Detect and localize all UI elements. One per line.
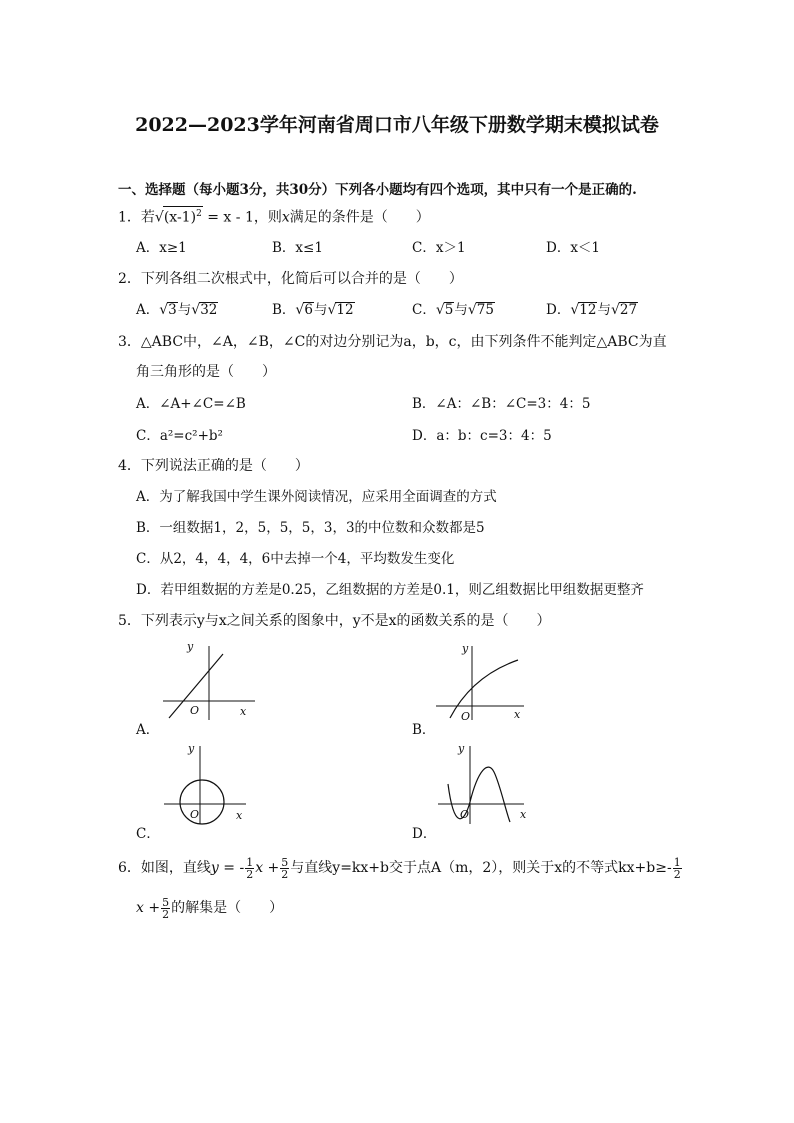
origin-label: O	[460, 808, 470, 821]
fraction	[245, 857, 254, 880]
q1-var: x	[281, 209, 290, 226]
y-axis-label: y	[187, 640, 194, 653]
q4-option-c[interactable]: C．从2，4，4，4，6中去掉一个4，平均数发生变化	[136, 551, 455, 567]
fraction	[280, 857, 289, 880]
q4-option-b[interactable]: B．一组数据1，2，5，5，5，3，3的中位数和众数都是5	[136, 520, 485, 536]
q1-radicand-text: (x-1)	[163, 209, 197, 226]
question-3-stem-line1: 3．△ABC中，∠A，∠B，∠C的对边分别记为a，b，c，由下列条件不能判定△ABC为直	[118, 334, 667, 350]
q2-a-mid: 与	[177, 302, 192, 318]
graph-a	[155, 638, 260, 723]
q2-c-label: C．	[412, 302, 436, 318]
q2-d-label: D．	[546, 302, 571, 318]
q5-option-b[interactable]: B．	[412, 722, 436, 738]
x-axis-label: x	[240, 705, 247, 718]
q4-option-a[interactable]: A．为了解我国中学生课外阅读情况，应采用全面调查的方式	[136, 489, 497, 505]
q1-pre: 若	[140, 209, 155, 226]
q2-d-r2: 27	[619, 302, 638, 318]
q2-option-c[interactable]	[412, 300, 495, 320]
q3-option-b[interactable]: B．∠A：∠B：∠C=3：4：5	[412, 396, 591, 412]
question-4-stem: 4．下列说法正确的是（ ）	[118, 458, 309, 474]
x-axis-label: x	[520, 808, 527, 821]
q2-b-r1: 6	[304, 302, 313, 318]
q2-c-r2: 75	[476, 302, 494, 318]
radical-sign: √	[159, 302, 169, 318]
frac-num: 1	[673, 855, 681, 869]
q1-option-b[interactable]: B．x≤1	[272, 240, 323, 256]
q6-mid: 与直线y=kx+b交于点A（m，2），则关于x的不等式kx+b≥-	[290, 860, 672, 876]
y-axis-label: y	[462, 642, 469, 655]
question-2-stem: 2．下列各组二次根式中，化简后可以合并的是（ ）	[118, 271, 463, 287]
q1-post2: 满足的条件是（ ）	[289, 209, 430, 226]
q2-c-r1: 5	[444, 302, 454, 318]
q3-option-c[interactable]: C．a²=c²+b²	[136, 428, 223, 444]
q5-option-a[interactable]: A．	[136, 722, 160, 738]
y-axis-label: y	[458, 742, 465, 755]
q2-a-r1: 3	[168, 302, 177, 318]
q1-number: 1．	[118, 209, 141, 226]
q2-d-mid: 与	[597, 302, 611, 318]
q6-line2-post: 的解集是（ ）	[171, 900, 284, 916]
q1-option-d[interactable]: D．x＜1	[546, 240, 601, 256]
q2-b-label: B．	[272, 302, 296, 318]
q1-exponent: 2	[196, 209, 202, 219]
frac-num: 5	[281, 855, 289, 869]
origin-label: O	[461, 710, 471, 723]
graph-circle	[180, 780, 224, 824]
q1-radicand	[163, 206, 203, 225]
q6-number: 6．如图，直线	[118, 860, 211, 876]
q2-a-r2: 32	[200, 302, 218, 318]
radical-sign: √	[570, 302, 580, 318]
q2-b-r2: 12	[336, 302, 354, 318]
radical-sign: √	[191, 302, 201, 318]
q3-option-d[interactable]: D．a：b：c=3：4：5	[412, 428, 552, 444]
x-axis-label: x	[514, 708, 521, 721]
frac-den: 2	[246, 867, 254, 881]
page-title: 2022—2023学年河南省周口市八年级下册数学期末模拟试卷	[135, 114, 659, 136]
radical-sign: √	[435, 302, 445, 318]
frac-den: 2	[281, 867, 289, 881]
q1-option-a[interactable]: A．x≥1	[136, 240, 187, 256]
section-heading: 一、选择题（每小题3分，共30分）下列各小题均有四个选项，其中只有一个是正确的.	[118, 182, 637, 198]
graph-d	[434, 742, 534, 827]
question-5-stem: 5．下列表示y与x之间关系的图象中，y不是x的函数关系的是（ ）	[118, 613, 551, 629]
q2-option-b[interactable]	[272, 300, 355, 320]
q6-x-plus: x +	[255, 860, 280, 876]
question-6-stem-line1	[118, 852, 683, 884]
q6-line2-pre: x +	[136, 900, 161, 916]
q2-a-label: A．	[136, 302, 160, 318]
frac-den: 2	[673, 867, 681, 881]
graph-b	[432, 638, 532, 723]
q5-option-c[interactable]: C．	[136, 826, 160, 842]
question-1-stem	[118, 206, 430, 228]
frac-num: 5	[162, 895, 170, 909]
question-6-stem-line2	[136, 892, 283, 924]
radical-sign: √	[295, 302, 305, 318]
q2-option-a[interactable]	[136, 300, 218, 320]
q2-b-mid: 与	[313, 302, 328, 318]
q4-option-d[interactable]: D．若甲组数据的方差是0.25，乙组数据的方差是0.1，则乙组数据比甲组数据更整齐	[136, 582, 644, 598]
origin-label: O	[190, 808, 200, 821]
q6-y-eq: y = -	[210, 860, 245, 876]
origin-label: O	[190, 704, 200, 717]
frac-den: 2	[162, 907, 170, 921]
fraction	[673, 857, 682, 880]
fraction	[161, 897, 170, 920]
q2-c-mid: 与	[454, 302, 468, 318]
radical-sign: √	[467, 302, 477, 318]
frac-num: 1	[246, 855, 254, 869]
radical-sign: √	[327, 302, 337, 318]
q1-post: = x - 1，则	[207, 209, 282, 226]
q1-option-c[interactable]: C．x＞1	[412, 240, 466, 256]
q2-option-d[interactable]	[546, 300, 638, 320]
radical-sign: √	[154, 209, 164, 226]
radical-sign: √	[610, 302, 620, 318]
y-axis-label: y	[188, 742, 195, 755]
q5-option-d[interactable]: D．	[412, 826, 437, 842]
graph-c	[158, 742, 258, 827]
x-axis-label: x	[236, 809, 243, 822]
question-3-stem-line2: 角三角形的是（ ）	[136, 364, 276, 380]
q3-option-a[interactable]: A．∠A+∠C=∠B	[136, 396, 246, 412]
graph-curve	[448, 767, 510, 822]
q2-d-r1: 12	[579, 302, 597, 318]
